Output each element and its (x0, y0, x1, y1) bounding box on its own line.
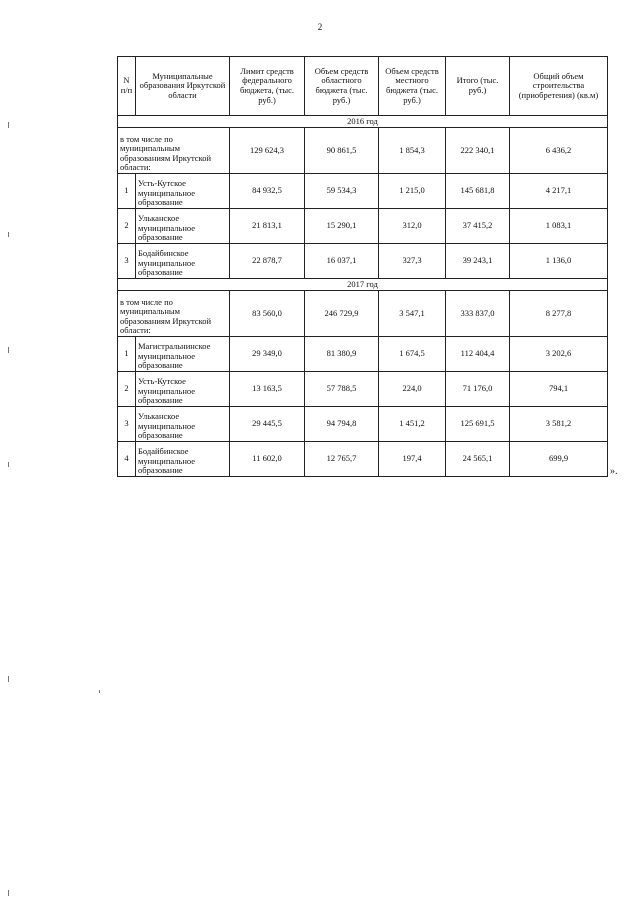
table-row (118, 174, 608, 209)
table-row (118, 372, 608, 407)
year-row-2016 (118, 116, 608, 128)
scan-artifact (8, 122, 9, 128)
header-total: Итого (тыс. руб.) (446, 57, 510, 116)
cell-area: 6 436,2 (510, 128, 608, 174)
cell-area: 3 581,2 (510, 407, 608, 442)
cell-num: 3 (118, 407, 136, 442)
table-row (118, 244, 608, 279)
cell-total: 125 691,5 (446, 407, 510, 442)
cell-regional: 12 765,7 (305, 442, 379, 477)
cell-name: Усть-Кутское муниципальное образование (136, 372, 230, 407)
header-federal: Лимит средств федерального бюджета, (тыс. руб.) (230, 57, 305, 116)
cell-federal: 29 445,5 (230, 407, 305, 442)
cell-num: 1 (118, 337, 136, 372)
cell-federal: 83 560,0 (230, 291, 305, 337)
cell-local: 1 215,0 (379, 174, 446, 209)
cell-local: 224,0 (379, 372, 446, 407)
table-row (118, 407, 608, 442)
cell-name: Магистральнинское муниципальное образование (136, 337, 230, 372)
cell-total: 145 681,8 (446, 174, 510, 209)
cell-total: 333 837,0 (446, 291, 510, 337)
cell-area: 8 277,8 (510, 291, 608, 337)
cell-name: Бодайбинское муниципальное образование (136, 442, 230, 477)
cell-name: Бодайбинское муниципальное образование (136, 244, 230, 279)
cell-regional: 15 290,1 (305, 209, 379, 244)
scan-artifact (8, 232, 9, 237)
cell-federal: 13 163,5 (230, 372, 305, 407)
cell-total: 222 340,1 (446, 128, 510, 174)
scan-artifact (8, 890, 9, 896)
header-local: Объем средств местного бюджета (тыс. руб.) (379, 57, 446, 116)
cell-name: Усть-Кутское муниципальное образование (136, 174, 230, 209)
closing-quote-mark: ». (610, 466, 618, 477)
budget-table (117, 56, 608, 477)
cell-area: 794,1 (510, 372, 608, 407)
cell-name: Ульканское муниципальное образование (136, 407, 230, 442)
cell-local: 327,3 (379, 244, 446, 279)
cell-area: 699,9 (510, 442, 608, 477)
cell-area: 4 217,1 (510, 174, 608, 209)
cell-num: 1 (118, 174, 136, 209)
cell-regional: 59 534,3 (305, 174, 379, 209)
cell-total: 37 415,2 (446, 209, 510, 244)
cell-local: 1 451,2 (379, 407, 446, 442)
table-row (118, 209, 608, 244)
year-label: 2017 год (118, 279, 608, 291)
cell-num: 2 (118, 372, 136, 407)
scan-artifact (99, 690, 100, 693)
cell-total: 112 404,4 (446, 337, 510, 372)
cell-regional: 57 788,5 (305, 372, 379, 407)
cell-num: 2 (118, 209, 136, 244)
header-num: N п/п (118, 57, 136, 116)
cell-regional: 94 794,8 (305, 407, 379, 442)
cell-federal: 11 602,0 (230, 442, 305, 477)
cell-local: 1 854,3 (379, 128, 446, 174)
cell-federal: 21 813,1 (230, 209, 305, 244)
scan-artifact (8, 462, 9, 467)
subtotal-row-2016 (118, 128, 608, 174)
table-header-row (118, 57, 608, 116)
cell-local: 3 547,1 (379, 291, 446, 337)
cell-area: 1 083,1 (510, 209, 608, 244)
table-row (118, 337, 608, 372)
scan-artifact (8, 347, 9, 353)
cell-local: 197,4 (379, 442, 446, 477)
subtotal-label: в том числе по муниципальным образованиям Иркутской области: (118, 291, 230, 337)
cell-total: 24 565,1 (446, 442, 510, 477)
page-number: 2 (317, 22, 323, 32)
cell-total: 71 176,0 (446, 372, 510, 407)
header-area: Общий объем строительства (приобретения) (кв.м) (510, 57, 608, 116)
cell-federal: 22 878,7 (230, 244, 305, 279)
header-municipality: Муниципальные образования Иркутской области (136, 57, 230, 116)
cell-num: 3 (118, 244, 136, 279)
cell-federal: 84 932,5 (230, 174, 305, 209)
subtotal-label: в том числе по муниципальным образованиям Иркутской области: (118, 128, 230, 174)
scan-artifact (8, 676, 9, 682)
cell-area: 3 202,6 (510, 337, 608, 372)
cell-total: 39 243,1 (446, 244, 510, 279)
cell-federal: 129 624,3 (230, 128, 305, 174)
cell-regional: 81 380,9 (305, 337, 379, 372)
header-regional: Объем средств областного бюджета (тыс. руб.) (305, 57, 379, 116)
cell-area: 1 136,0 (510, 244, 608, 279)
cell-local: 1 674,5 (379, 337, 446, 372)
cell-regional: 90 861,5 (305, 128, 379, 174)
cell-regional: 246 729,9 (305, 291, 379, 337)
table-row (118, 442, 608, 477)
cell-name: Ульканское муниципальное образование (136, 209, 230, 244)
cell-num: 4 (118, 442, 136, 477)
cell-federal: 29 349,0 (230, 337, 305, 372)
cell-local: 312,0 (379, 209, 446, 244)
year-label: 2016 год (118, 116, 608, 128)
year-row-2017 (118, 279, 608, 291)
subtotal-row-2017 (118, 291, 608, 337)
cell-regional: 16 037,1 (305, 244, 379, 279)
